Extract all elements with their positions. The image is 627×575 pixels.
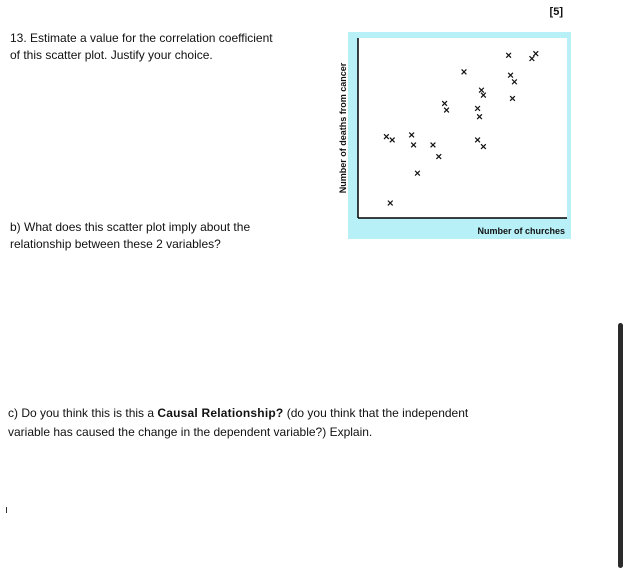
question-13 (10, 30, 330, 64)
question-c-line-1 (8, 404, 568, 423)
question-c-line-1-start: c) Do you think this is this a (8, 406, 158, 420)
question-c-line-1-end: (do you think that the independent (283, 406, 469, 420)
marks-label: [5] (549, 6, 563, 18)
x-axis-label: Number of churches (477, 226, 565, 236)
question-13-line-1: 13. Estimate a value for the correlation coefficient (10, 31, 273, 45)
question-b-line-2: relationship between these 2 variables? (10, 237, 221, 251)
question-13-line-2: of this scatter plot. Justify your choice. (10, 48, 213, 62)
question-b-line-1: b) What does this scatter plot imply about the (10, 220, 251, 234)
margin-tick (6, 507, 7, 513)
question-c (8, 404, 568, 442)
vertical-scrollbar[interactable] (618, 323, 623, 568)
question-b (10, 219, 330, 253)
y-axis-label: Number of deaths from cancer (338, 62, 348, 194)
causal-relationship-emphasis: Causal Relationship? (157, 406, 284, 420)
scatter-plot (333, 30, 575, 242)
plot-area (358, 38, 567, 218)
question-c-line-2: variable has caused the change in the dependent variable?) Explain. (8, 425, 373, 439)
